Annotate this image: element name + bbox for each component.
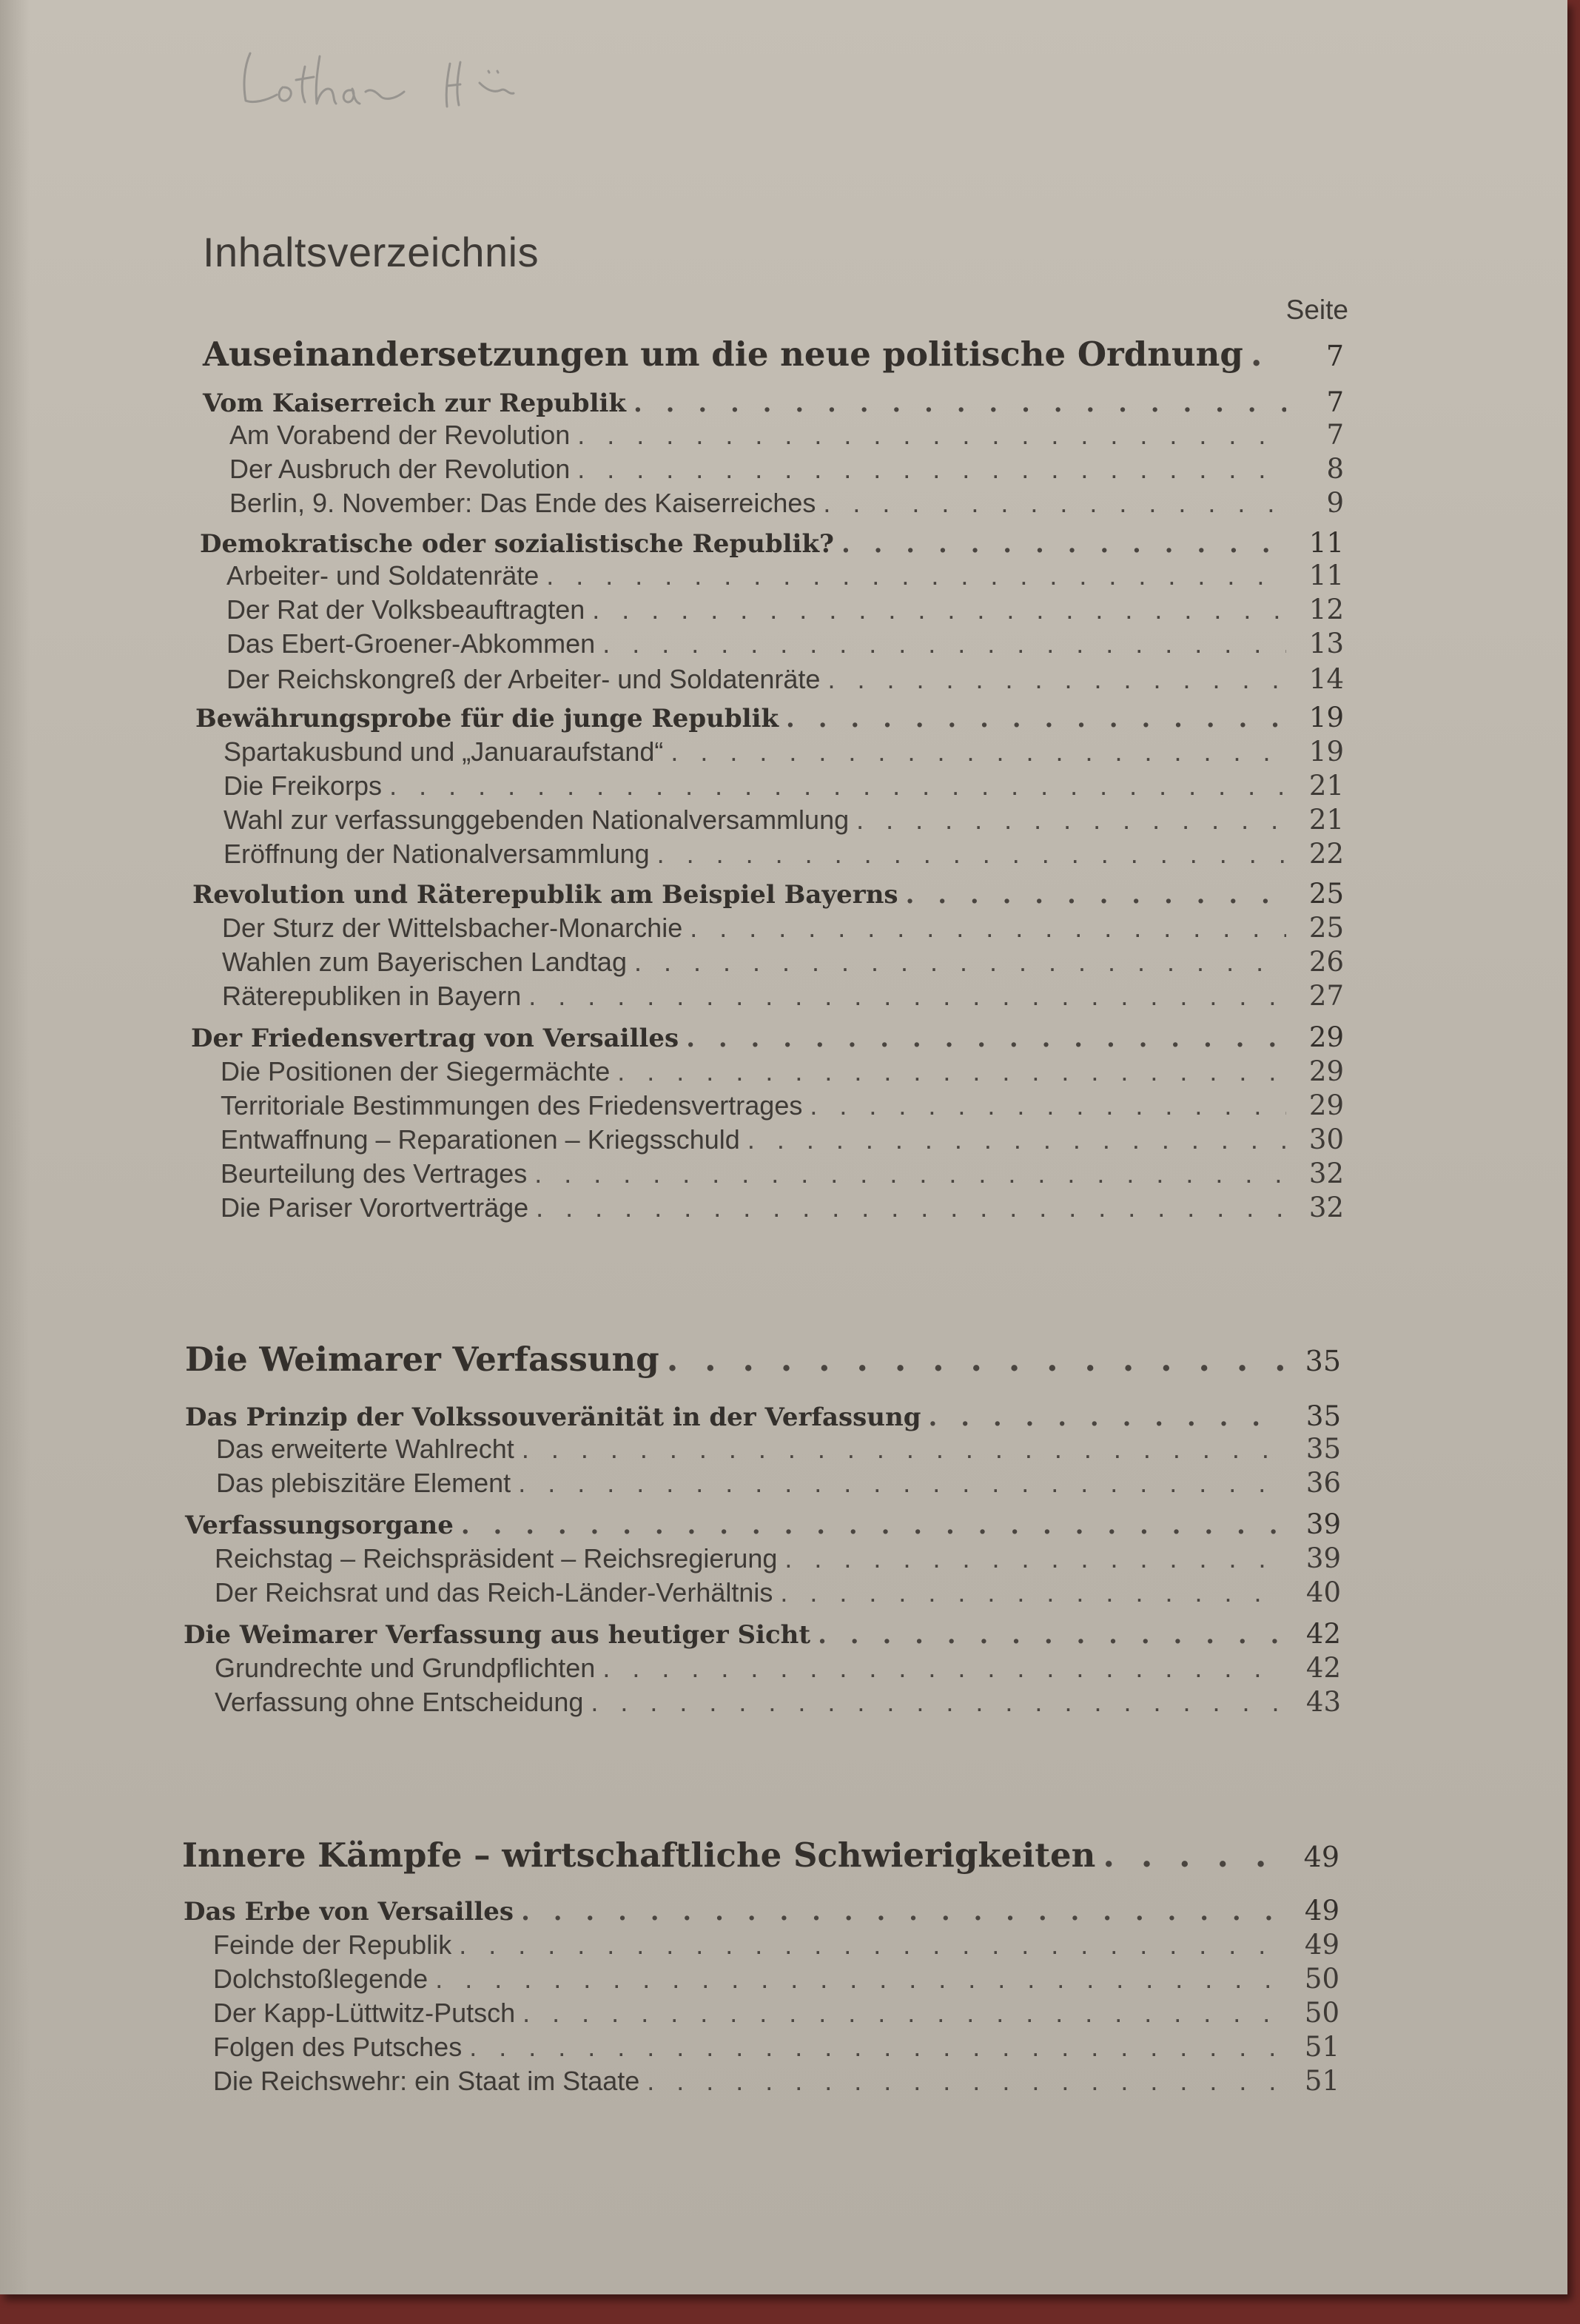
toc-subentry-page-number: 12: [1308, 594, 1344, 625]
toc-subentry-page-number: 35: [1305, 1433, 1341, 1465]
toc-subentry-page-number: 30: [1308, 1124, 1344, 1155]
dot-leader: [827, 664, 1286, 695]
toc-subentry-page-number: 51: [1304, 2031, 1339, 2063]
dot-leader: [823, 488, 1286, 519]
dot-leader: [747, 1124, 1286, 1155]
toc-subentry: [229, 453, 1344, 485]
toc-part-heading: [182, 1836, 1339, 1875]
toc-subentry: [226, 594, 1344, 625]
dot-leader: [518, 1468, 1283, 1499]
toc-chapter-entry-page-number: 29: [1308, 1021, 1344, 1053]
toc-subentry-title: Das Ebert-Groener-Abkommen: [226, 628, 596, 659]
toc-subentry: [213, 2065, 1339, 2097]
toc-subentry-title: Der Rat der Volksbeauftragten: [226, 594, 585, 625]
toc-part-heading-title: Die Weimarer Verfassung: [185, 1340, 659, 1379]
toc-subentry-page-number: 29: [1308, 1055, 1344, 1087]
toc-part-heading-title: Innere Kämpfe – wirtschaftliche Schwierigkeiten: [182, 1836, 1096, 1875]
dot-leader: [461, 1511, 1283, 1540]
dot-leader: [647, 2066, 1282, 2097]
dot-leader: [784, 1543, 1283, 1574]
toc-subentry: [222, 980, 1344, 1012]
toc-subentry: [213, 1929, 1339, 1961]
toc-subentry-title: Am Vorabend der Revolution: [229, 420, 571, 450]
toc-part-heading-page-number: 35: [1305, 1345, 1341, 1377]
toc-subentry: [223, 838, 1344, 870]
toc-subentry-page-number: 27: [1308, 980, 1344, 1012]
toc-chapter-entry: [191, 1021, 1344, 1053]
dot-leader: [818, 1620, 1283, 1650]
dot-leader: [657, 839, 1286, 870]
dot-leader: [786, 704, 1286, 733]
toc-chapter-entry: [184, 1895, 1339, 1927]
toc-subentry-title: Beurteilung des Vertrages: [221, 1158, 528, 1189]
toc-subentry: [223, 804, 1344, 836]
toc-subentry-page-number: 19: [1308, 736, 1344, 768]
toc-subentry: [216, 1467, 1341, 1499]
toc-subentry-page-number: 51: [1304, 2065, 1339, 2097]
toc-subentry: [213, 2031, 1339, 2063]
toc-subentry-page-number: 40: [1305, 1576, 1341, 1608]
dot-leader: [534, 1158, 1286, 1189]
toc-subentry-title: Wahl zur verfassunggebenden Nationalversammlung: [223, 805, 850, 835]
toc-chapter-entry-title: Bewährungsprobe für die junge Republik: [195, 704, 779, 733]
toc-subentry-title: Feinde der Republik: [213, 1930, 452, 1960]
page-column-label: Seite: [1285, 295, 1348, 325]
toc-subentry: [213, 1963, 1339, 1995]
toc-part-heading-page-number: 7: [1325, 340, 1344, 372]
toc-subentry-title: Territoriale Bestimmungen des Friedensvertrages: [221, 1090, 803, 1121]
toc-chapter-entry: [184, 1618, 1341, 1650]
dot-leader: [602, 1653, 1283, 1684]
toc-chapter-entry: [185, 1400, 1341, 1432]
toc-chapter-entry-page-number: 42: [1305, 1618, 1341, 1650]
toc-subentry-title: Verfassung ohne Entscheidung: [215, 1687, 584, 1717]
dot-leader: [633, 389, 1286, 418]
toc-chapter-entry: [203, 386, 1344, 418]
toc-subentry-title: Die Pariser Vorortverträge: [221, 1192, 529, 1223]
dot-leader: [536, 1192, 1286, 1223]
toc-subentry: [222, 912, 1344, 944]
toc-subentry: [221, 1055, 1344, 1087]
toc-subentry-title: Spartakusbund und „Januaraufstand“: [223, 736, 664, 767]
toc-part-heading-page-number: 49: [1303, 1841, 1339, 1873]
toc-subentry: [229, 487, 1344, 519]
dot-leader: [906, 880, 1286, 910]
toc-subentry-title: Berlin, 9. November: Das Ende des Kaiserreiches: [229, 488, 816, 518]
toc-subentry-title: Die Freikorps: [223, 770, 383, 801]
toc-subentry-title: Dolchstoßlegende: [213, 1964, 428, 1994]
dot-leader: [522, 1434, 1283, 1465]
toc-subentry-title: Die Positionen der Siegermächte: [221, 1056, 611, 1087]
toc-subentry: [222, 946, 1344, 978]
toc-subentry-title: Die Reichswehr: ein Staat im Staate: [213, 2066, 640, 2096]
handwritten-signature: [237, 30, 562, 126]
toc-subentry-page-number: 7: [1326, 419, 1344, 451]
toc-subentry-title: Folgen des Putsches: [213, 2032, 463, 2062]
toc-subentry: [215, 1652, 1341, 1684]
toc-subentry-title: Der Kapp-Lüttwitz-Putsch: [213, 1998, 516, 2028]
signature-scribble: [237, 30, 562, 126]
toc-subentry: [223, 736, 1344, 768]
toc-heading: Inhaltsverzeichnis: [203, 229, 539, 275]
toc-chapter-entry-title: Das Prinzip der Volkssouveränität in der Verfassung: [185, 1403, 921, 1432]
dot-leader: [469, 2032, 1282, 2063]
dot-leader: [435, 1964, 1282, 1995]
toc-subentry-title: Eröffnung der Nationalversammlung: [223, 839, 650, 869]
toc-subentry-title: Grundrechte und Grundpflichten: [215, 1653, 596, 1683]
toc-subentry-page-number: 36: [1305, 1467, 1341, 1499]
toc-subentry-title: Der Reichskongreß der Arbeiter- und Soldatenräte: [226, 664, 821, 694]
dot-leader: [856, 805, 1286, 836]
toc-chapter-entry: [195, 702, 1344, 733]
toc-chapter-entry: [200, 527, 1344, 559]
dot-leader: [929, 1403, 1283, 1432]
toc-subentry: [213, 1997, 1339, 2029]
dot-leader: [841, 529, 1286, 559]
toc-subentry-page-number: 39: [1305, 1542, 1341, 1574]
dot-leader: [459, 1930, 1282, 1961]
toc-chapter-entry-page-number: 19: [1308, 702, 1344, 733]
toc-chapter-entry-title: Vom Kaiserreich zur Republik: [203, 389, 626, 418]
dot-leader: [634, 947, 1286, 978]
toc-chapter-entry-title: Das Erbe von Versailles: [184, 1897, 514, 1927]
toc-subentry: [216, 1433, 1341, 1465]
toc-chapter-entry-title: Verfassungsorgane: [185, 1511, 454, 1540]
dot-leader: [686, 1024, 1286, 1053]
toc-chapter-entry-title: Die Weimarer Verfassung aus heutiger Sicht: [184, 1620, 811, 1650]
toc-subentry: [223, 770, 1344, 802]
toc-subentry-page-number: 29: [1308, 1089, 1344, 1121]
toc-subentry-page-number: 32: [1308, 1158, 1344, 1189]
toc-subentry: [221, 1124, 1344, 1155]
toc-part-heading-title: Auseinandersetzungen um die neue politische Ordnung: [203, 335, 1243, 374]
toc-subentry-title: Räterepubliken in Bayern: [222, 981, 522, 1011]
toc-chapter-entry-page-number: 25: [1308, 878, 1344, 910]
dot-leader: [667, 1340, 1283, 1379]
dot-leader: [602, 628, 1286, 659]
dot-leader: [591, 1687, 1283, 1718]
toc-chapter-entry-title: Demokratische oder sozialistische Republik?: [200, 529, 834, 559]
toc-subentry-page-number: 50: [1304, 1963, 1339, 1995]
dot-leader: [810, 1090, 1286, 1121]
toc-chapter-entry: [185, 1508, 1341, 1540]
dot-leader: [528, 981, 1286, 1012]
toc-subentry-page-number: 49: [1304, 1929, 1339, 1961]
dot-leader: [670, 736, 1286, 768]
toc-subentry-page-number: 22: [1308, 838, 1344, 870]
dot-leader: [577, 454, 1286, 485]
toc-subentry-title: Der Ausbruch der Revolution: [229, 454, 571, 484]
toc-chapter-entry-page-number: 49: [1304, 1895, 1339, 1927]
toc-subentry: [215, 1576, 1341, 1608]
dot-leader: [1251, 335, 1286, 374]
toc-subentry-page-number: 13: [1308, 628, 1344, 659]
toc-subentry: [226, 560, 1344, 591]
toc-chapter-entry-page-number: 11: [1308, 527, 1344, 559]
dot-leader: [521, 1897, 1282, 1927]
toc-subentry-page-number: 14: [1308, 663, 1344, 695]
toc-subentry-page-number: 21: [1308, 804, 1344, 836]
toc-subentry-page-number: 25: [1308, 912, 1344, 944]
toc-subentry-page-number: 11: [1308, 560, 1344, 591]
toc-chapter-entry-title: Revolution und Räterepublik am Beispiel Bayerns: [192, 880, 898, 910]
dot-leader: [1103, 1836, 1282, 1875]
dot-leader: [690, 913, 1286, 944]
toc-subentry: [221, 1089, 1344, 1121]
toc-part-heading: [203, 335, 1344, 374]
toc-subentry-title: Der Reichsrat und das Reich-Länder-Verhältnis: [215, 1577, 773, 1608]
toc-chapter-entry-title: Der Friedensvertrag von Versailles: [191, 1024, 679, 1053]
toc-subentry-page-number: 21: [1308, 770, 1344, 802]
dot-leader: [577, 420, 1286, 451]
toc-subentry-title: Wahlen zum Bayerischen Landtag: [222, 947, 627, 977]
toc-part-heading: [185, 1340, 1341, 1379]
toc-subentry-title: Das plebiszitäre Element: [216, 1468, 511, 1498]
toc-subentry-page-number: 26: [1308, 946, 1344, 978]
toc-subentry-title: Das erweiterte Wahlrecht: [216, 1434, 514, 1464]
toc-chapter-entry: [192, 878, 1344, 910]
dot-leader: [389, 770, 1286, 802]
toc-subentry-page-number: 8: [1326, 453, 1344, 485]
toc-subentry-page-number: 43: [1305, 1686, 1341, 1718]
toc-subentry: [221, 1158, 1344, 1189]
toc-subentry-title: Der Sturz der Wittelsbacher-Monarchie: [222, 913, 683, 943]
toc-subentry-page-number: 9: [1326, 487, 1344, 519]
toc-chapter-entry-page-number: 35: [1305, 1400, 1341, 1432]
toc-chapter-entry-page-number: 39: [1305, 1508, 1341, 1540]
toc-subentry-title: Reichstag – Reichspräsident – Reichsregierung: [215, 1543, 778, 1574]
dot-leader: [617, 1056, 1286, 1087]
toc-subentry: [221, 1192, 1344, 1223]
toc-subentry-page-number: 32: [1308, 1192, 1344, 1223]
toc-subentry: [226, 628, 1344, 659]
toc-subentry: [215, 1542, 1341, 1574]
dot-leader: [546, 560, 1286, 591]
toc-chapter-entry-page-number: 7: [1326, 386, 1344, 418]
toc-subentry-page-number: 42: [1305, 1652, 1341, 1684]
toc-subentry-title: Entwaffnung – Reparationen – Kriegsschuld: [221, 1124, 740, 1155]
dot-leader: [522, 1998, 1282, 2029]
toc-subentry: [215, 1686, 1341, 1718]
dot-leader: [592, 594, 1286, 625]
dot-leader: [780, 1577, 1283, 1608]
toc-subentry: [226, 663, 1344, 695]
toc-subentry: [229, 419, 1344, 451]
toc-subentry-page-number: 50: [1304, 1997, 1339, 2029]
toc-subentry-title: Arbeiter- und Soldatenräte: [226, 560, 539, 591]
